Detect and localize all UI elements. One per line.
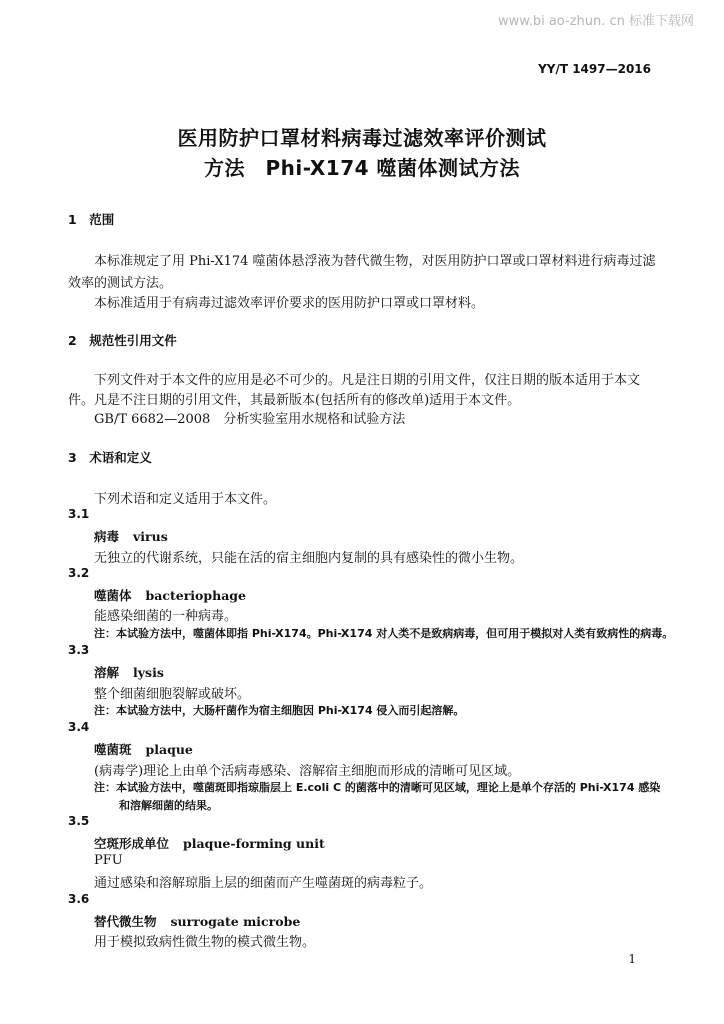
term-en: plaque-forming unit <box>183 836 325 851</box>
term-note-cont: 和溶解细菌的结果。 <box>119 799 218 812</box>
term-plaque <box>94 740 193 758</box>
term-lysis <box>94 663 164 681</box>
page-number: 1 <box>628 952 636 966</box>
term-number: 3.1 <box>68 507 90 521</box>
term-en: surrogate microbe <box>170 914 301 929</box>
refs-paragraph: 下列文件对于本文件的应用是必不可少的。凡是注日期的引用文件，仅注日期的版本适用于本文 <box>94 373 641 388</box>
term-zh: 噬菌体 <box>94 588 132 603</box>
section-heading-normative-refs: 2 规范性引用文件 <box>68 333 177 348</box>
scope-paragraph-1: 本标准规定了用 Phi-X174 噬菌体悬浮液为替代微生物，对医用防护口罩或口罩材料进行病毒过滤 <box>94 254 656 269</box>
term-number: 3.5 <box>68 814 90 828</box>
standard-number: YY/T 1497—2016 <box>538 62 651 76</box>
scope-paragraph-1-cont: 效率的测试方法。 <box>68 276 173 291</box>
term-note: 注：本试验方法中，大肠杆菌作为宿主细胞因 Phi-X174 侵入而引起溶解。 <box>94 704 465 717</box>
section-heading-terms: 3 术语和定义 <box>68 450 152 465</box>
term-definition: 无独立的代谢系统，只能在活的宿主细胞内复制的具有感染性的微小生物。 <box>94 551 524 566</box>
term-surrogate-microbe <box>94 912 300 930</box>
term-note: 注：本试验方法中，噬菌斑即指琼脂层上 E.coli C 的菌落中的清晰可见区域，理论上是单个存活的 Phi-X174 感染 <box>94 781 661 794</box>
scope-paragraph-2: 本标准适用于有病毒过滤效率评价要求的医用防护口罩或口罩材料。 <box>94 296 485 311</box>
document-title-line1: 医用防护口罩材料病毒过滤效率评价测试 <box>177 126 547 150</box>
term-definition: 用于模拟致病性微生物的模式微生物。 <box>94 935 316 950</box>
term-note: 注：本试验方法中，噬菌体即指 Phi-X174。Phi-X174 对人类不是致病病毒，但可用于模拟对人类有致病性的病毒。 <box>94 627 674 640</box>
document-title-line2: 方法 Phi-X174 噬菌体测试方法 <box>203 156 521 180</box>
term-number: 3.4 <box>68 720 90 734</box>
term-zh: 空斑形成单位 <box>94 836 170 851</box>
section-heading-scope: 1 范围 <box>68 212 115 227</box>
term-en: virus <box>133 529 168 544</box>
term-en: plaque <box>145 742 193 757</box>
term-en: lysis <box>133 665 164 680</box>
term-plaque-forming-unit <box>94 834 325 852</box>
watermark: www.bi ao-zhun. cn 标准下载网 <box>497 14 694 29</box>
term-zh: 溶解 <box>94 665 120 680</box>
term-zh: 病毒 <box>94 529 120 544</box>
term-abbreviation: PFU <box>94 853 123 868</box>
term-bacteriophage <box>94 586 246 604</box>
term-definition: 能感染细菌的一种病毒。 <box>94 609 238 624</box>
term-definition: (病毒学)理论上由单个活病毒感染、溶解宿主细胞而形成的清晰可见区域。 <box>94 764 521 779</box>
reference-gbt6682: GB/T 6682—2008 分析实验室用水规格和试验方法 <box>94 412 406 427</box>
term-virus <box>94 527 168 545</box>
refs-paragraph-cont: 件。凡是不注日期的引用文件，其最新版本(包括所有的修改单)适用于本文件。 <box>68 393 521 408</box>
term-number: 3.3 <box>68 643 90 657</box>
term-zh: 替代微生物 <box>94 914 157 929</box>
terms-intro: 下列术语和定义适用于本文件。 <box>94 492 277 507</box>
term-definition: 整个细菌细胞裂解或破坏。 <box>94 687 251 702</box>
term-number: 3.2 <box>68 566 90 580</box>
term-number: 3.6 <box>68 892 90 906</box>
term-zh: 噬菌斑 <box>94 742 132 757</box>
term-definition: 通过感染和溶解琼脂上层的细菌而产生噬菌斑的病毒粒子。 <box>94 876 433 891</box>
term-en: bacteriophage <box>145 588 246 603</box>
